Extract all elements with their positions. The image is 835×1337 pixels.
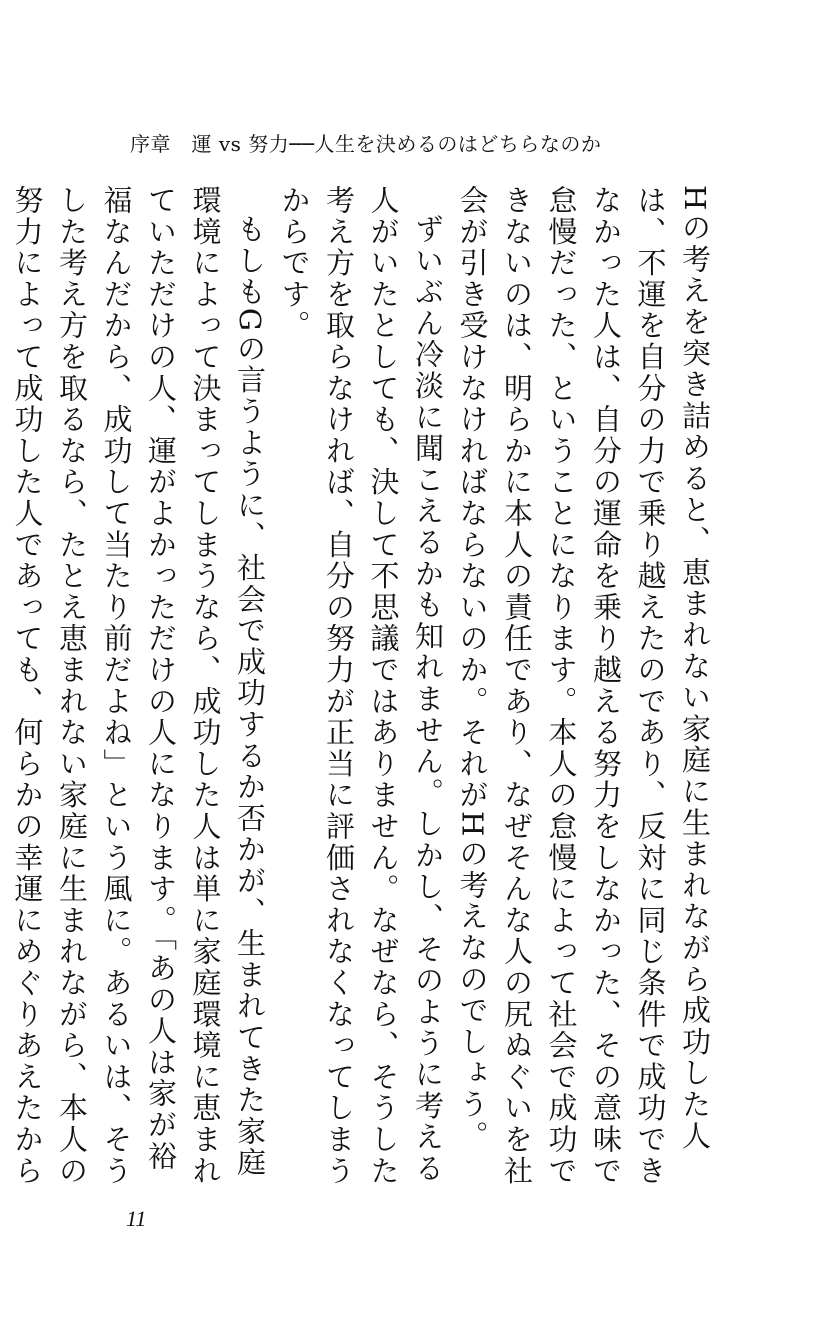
page-number: 11 <box>126 1206 147 1231</box>
running-head: 序章 運 vs 努力──人生を決めるのはどちらなのか <box>130 132 602 156</box>
paragraph: Hの考えを突き詰めると、恵まれない家庭に生まれながら成功した人は、不運を自分の力で乗り越えたのであり、反対に同じ条件で成功できなかった人は、自分の運命を乗り越える努力をしなかった、その意味で怠慢だった、ということになります。本人の怠慢によって社会で成功できないのは、明らかに本人の責任であり、なぜそんな人の尻ぬぐいを社会が引き受けなければならないのか。それがHの考えなのでしょう。 <box>455 185 712 1187</box>
paragraph: ずいぶん冷淡に聞こえるかも知れません。しかし、そのように考える人がいたとしても、決して不思議ではありません。なぜなら、そうした考え方を取らなければ、自分の努力が正当に評価されなくなってしまうからです。 <box>277 185 445 1187</box>
paragraph: もしもGの言うように、社会で成功するか否かが、生まれてきた家庭環境によって決まってしまうなら、成功した人は単に家庭環境に恵まれていただけの人、運がよかっただけの人になります。「あの人は家が裕福なんだから、成功して当たり前だよね」という風に。あるいは、そうした考え方を取るなら、たとえ恵まれない家庭に生まれながら、本人の努力によって成功した人であっても、何らかの幸運にめぐりあえたから <box>10 185 267 1187</box>
body-text <box>0 185 717 1190</box>
